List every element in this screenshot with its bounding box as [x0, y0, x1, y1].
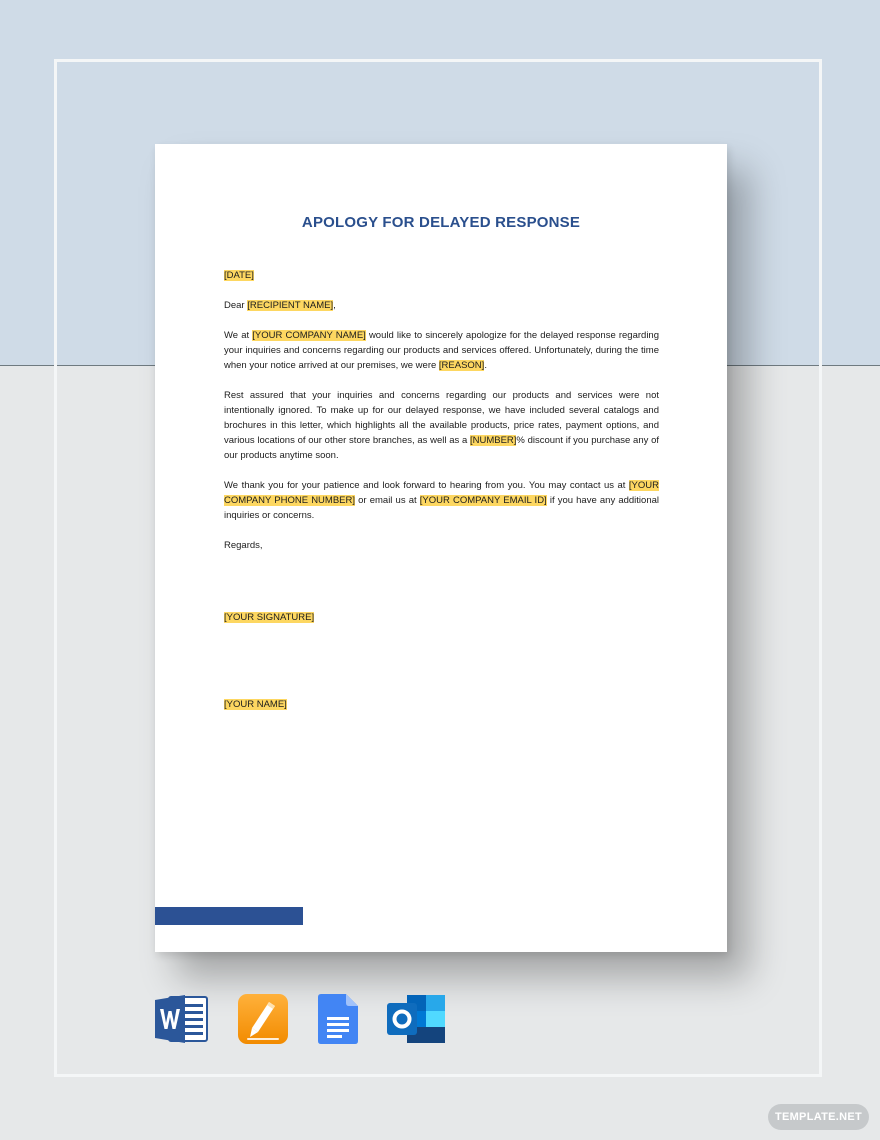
pages-icon[interactable]: [238, 994, 288, 1044]
paragraph-assurance: [224, 388, 659, 463]
closing: Regards,: [224, 540, 263, 551]
paragraph-text: Rest assured that your inquiries and concerns regarding our products and services were not intentionally ignored. To make up for our delayed response, we have included several catalogs and brochures in this letter, which highlights all the available products, price rates, payment options, and various locations of our other store branches, as well as a: [224, 390, 659, 446]
accent-bar: [155, 907, 303, 925]
company-name-placeholder: [YOUR COMPANY NAME]: [252, 330, 366, 341]
phone-placeholder: [YOUR COMPANY PHONE NUMBER]: [224, 480, 659, 506]
letter-body: [224, 268, 659, 727]
date-placeholder: [DATE]: [224, 270, 254, 281]
paragraph-text: .: [484, 360, 487, 371]
signature-placeholder: [YOUR SIGNATURE]: [224, 612, 315, 623]
word-icon[interactable]: [155, 994, 209, 1044]
paragraph-text: We at: [224, 330, 253, 341]
name-line: [224, 697, 659, 712]
salutation-suffix: ,: [333, 300, 336, 311]
recipient-placeholder: [RECIPIENT NAME]: [247, 300, 334, 311]
name-placeholder: [YOUR NAME]: [224, 699, 287, 710]
document-title: APOLOGY FOR DELAYED RESPONSE: [301, 214, 581, 231]
google-docs-icon[interactable]: [318, 994, 358, 1044]
reason-placeholder: [REASON]: [438, 360, 485, 371]
paragraph-text: if you have any additional inquiries or concerns.: [224, 495, 659, 521]
date-line: [224, 268, 659, 283]
salutation-prefix: Dear: [224, 300, 248, 311]
number-placeholder: [NUMBER]: [469, 435, 517, 446]
paragraph-contact: [224, 478, 659, 523]
salutation: [224, 298, 659, 313]
paragraph-apology: [224, 328, 659, 373]
paragraph-text: % discount if you purchase any of our products anytime soon.: [224, 435, 659, 461]
paragraph-text: or email us at: [355, 495, 420, 506]
template-net-watermark: TEMPLATE.NET: [768, 1104, 869, 1130]
document-page: [155, 144, 727, 952]
paragraph-text: would like to sincerely apologize for the delayed response regarding your inquiries and concerns regarding our products and services offered. Unfortunately, during the time when your notice arrived at our premises, we were: [224, 330, 660, 371]
signature-line: [224, 610, 659, 625]
paragraph-text: We thank you for your patience and look forward to hearing from you. You may contact us at: [224, 480, 629, 491]
email-placeholder: [YOUR COMPANY EMAIL ID]: [419, 495, 547, 506]
outlook-icon[interactable]: [387, 994, 447, 1044]
